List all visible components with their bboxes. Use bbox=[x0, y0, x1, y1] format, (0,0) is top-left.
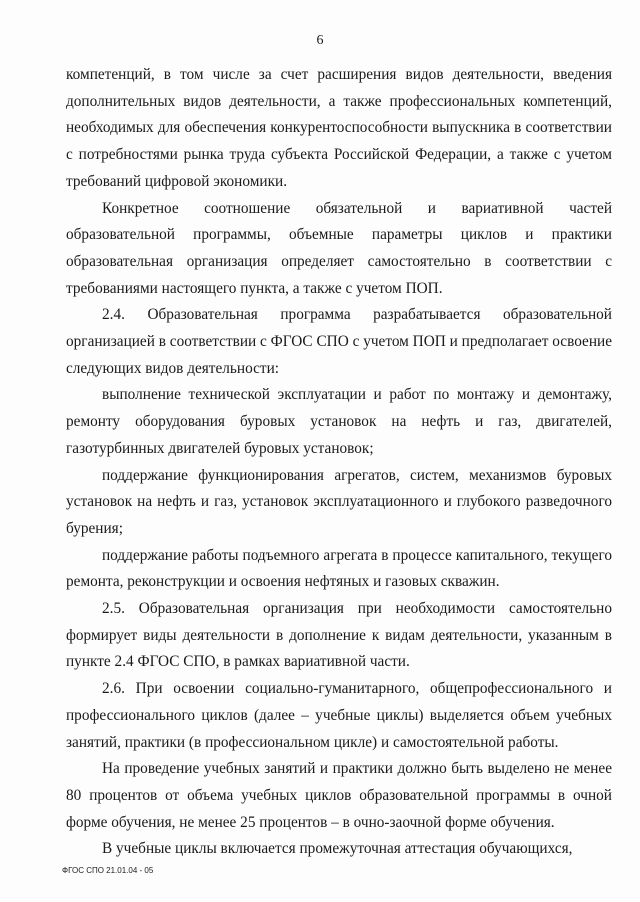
paragraph-continuation: компетенций, в том числе за счет расширения видов деятельности, введения дополнительных видов деятельности, а также профессиональных компетенций, необходимых для обеспечения конкурентоспособности выпускника в соответствии с потребностями рынка труда субъекта Российской Федерации, а также с учетом требований цифровой экономики. bbox=[66, 66, 612, 190]
paragraph-2-5: 2.5. Образовательная организация при необходимости самостоятельно формирует виды деятельности в дополнение к видам деятельности, указанным в пункте 2.4 ФГОС СПО, в рамках вариативной части. bbox=[66, 600, 612, 671]
page-number: 6 bbox=[316, 33, 324, 48]
paragraph-2-6: 2.6. При освоении социально-гуманитарного, общепрофессионального и профессионального циклов (далее – учебные циклы) выделяется объем учебных занятий, практики (в профессиональном цикле) и самостоятельной работы. bbox=[66, 680, 612, 751]
activity-item-maintenance: выполнение технической эксплуатации и работ по монтажу и демонтажу, ремонту оборудования буровых установок на нефть и газ, двигателей, газотурбинных двигателей буровых установок; bbox=[66, 386, 612, 457]
paragraph-2-4: 2.4. Образовательная программа разрабатывается образовательной организацией в соответствии с ФГОС СПО с учетом ПОП и предполагает освоение следующих видов деятельности: bbox=[66, 306, 612, 377]
paragraph-ratio: Конкретное соотношение обязательной и вариативной частей образовательной программы, объемные параметры циклов и практики образовательная организация определяет самостоятельно в соответствии с требованиями настоящего пункта, а также с учетом ПОП. bbox=[66, 199, 612, 297]
activity-item-hoisting: поддержание работы подъемного агрегата в процессе капитального, текущего ремонта, реконструкции и освоения нефтяных и газовых скважин. bbox=[66, 546, 612, 591]
paragraph-hours-share: На проведение учебных занятий и практики должно быть выделено не менее 80 процентов от объема учебных циклов образовательной программы в очной форме обучения, не менее 25 процентов – в очно-заочной форме обучения. bbox=[66, 760, 612, 831]
activity-item-operation: поддержание функционирования агрегатов, систем, механизмов буровых установок на нефть и газ, установок эксплуатационного и глубокого разведочного бурения; bbox=[66, 466, 612, 537]
document-footer-code: ФГОС СПО 21.01.04 - 05 bbox=[62, 866, 154, 875]
document-body bbox=[66, 62, 612, 863]
paragraph-attestation: В учебные циклы включается промежуточная аттестация обучающихся, bbox=[102, 840, 573, 858]
